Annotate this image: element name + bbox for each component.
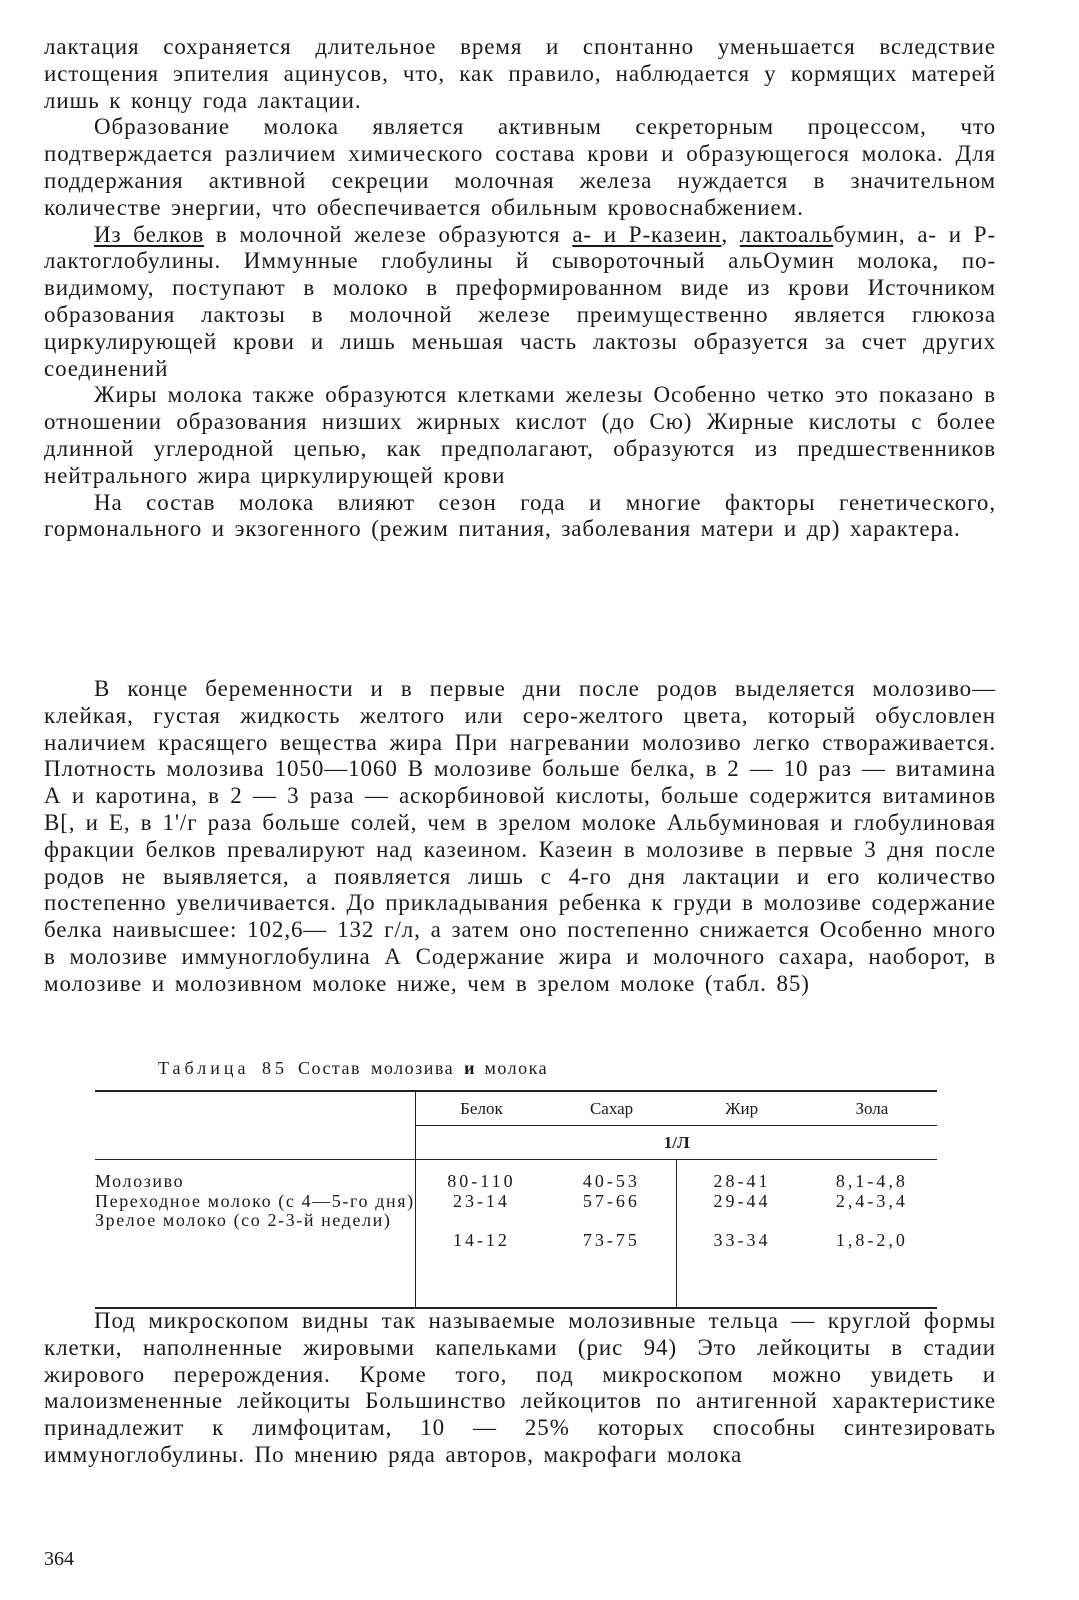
underlined-text: Из белков — [94, 221, 205, 247]
table-caption-and: и — [464, 1058, 475, 1078]
row-label-mature: Зрелое молоко (со 2-3-й недели) — [95, 1210, 392, 1230]
paragraph-text: , — [721, 221, 740, 247]
top-text-block — [44, 34, 996, 543]
table-caption-text: молока — [484, 1058, 549, 1078]
table-body-row — [95, 1160, 937, 1309]
table-unit-row — [95, 1126, 937, 1160]
row-label-colostrum: Молозиво — [95, 1171, 185, 1191]
row-labels-cell — [95, 1160, 416, 1309]
cell-value: 1,8-2,0 — [835, 1229, 908, 1250]
row-gap — [807, 1211, 937, 1231]
cell-value: 2,4-3,4 — [835, 1190, 908, 1211]
row-label-transitional: Переходное молоко (с 4—5-го дня) — [95, 1190, 415, 1211]
header-sugar: Сахар — [547, 1091, 677, 1126]
paragraph-colostrum: В конце беременности и в первые дни после родов выделяется молозиво—клейкая, густая жидкость желтого или серо-желтого цвета, который обусловлен наличием красящего вещества жира При нагревании молозиво легко створаживается. Плотность молозива 1050—1060 В молозиве больше белка, в 2 — 10 раз — витамина А и каротина, в 2 — 3 раза — аскорбиновой кислоты, больше содержится витаминов В[, и Е, в 1'/г раза больше солей, чем в зрелом молоке Альбуминовая и глобулиновая фракции белков превалируют над казеином. Казеин в молозиве в первые 3 дня после родов не выявляется, а появляется лишь с 4-го дня лактации и его количество постепенно увеличивается. До прикладывания ребенка к груди в молозиве содержание белка наивысшее: 102,6— 132 г/л, а затем оно постепенно снижается Особенно много в молозиве иммуноглобулина А Содержание жира и молочного сахара, наоборот, в молозиве и молозивном молоке ниже, чем в зрелом молоке (табл. 85) — [44, 676, 996, 996]
cell-value: 8,1-4,8 — [835, 1171, 908, 1191]
paragraph-proteins — [44, 222, 996, 383]
table-header-row — [95, 1091, 937, 1126]
cell-value: 29-44 — [713, 1190, 771, 1211]
cell-value: 40-53 — [582, 1171, 640, 1191]
header-ash: Зола — [807, 1091, 937, 1126]
cell-value: 28-41 — [713, 1171, 771, 1191]
underlined-text: а- и Р-казеин — [572, 221, 722, 247]
cell-value: 80-110 — [447, 1171, 516, 1191]
column-protein — [416, 1160, 547, 1309]
colostrum-text-block — [44, 676, 996, 998]
cell-value: 23-14 — [452, 1190, 510, 1211]
row-gap — [416, 1211, 546, 1231]
row-gap — [547, 1211, 677, 1231]
bottom-text-block — [44, 1308, 996, 1469]
table-corner-cell — [95, 1091, 416, 1126]
paragraph-lactation: лактация сохраняется длительное время и спонтанно уменьшается вследствие истощения эпителия ацинусов, что, как правило, наблюдается у кормящих матерей лишь к концу года лактации. — [44, 34, 996, 113]
paragraph-microscope: Под микроскопом видны так называемые молозивные тельца — круглой формы клетки, наполненные жировыми капельками (рис 94) Это лейкоциты в стадии жирового перерождения. Кроме того, под микроскопом можно увидеть и малоизмененные лейкоциты Большинство лейкоцитов по антигенной характеристике принадлежит к лимфоцитам, 10 — 25% которых способны синтезировать иммуноглобулины. По мнению ряда авторов, макрофаги молока — [44, 1308, 996, 1467]
table-caption-text: Состав молозива — [297, 1058, 455, 1078]
column-sugar — [547, 1160, 677, 1309]
paragraph-text: в молочной железе образуются — [204, 221, 573, 247]
cell-value: 57-66 — [582, 1190, 640, 1211]
paragraph-fats: Жиры молока также образуются клетками железы Особенно четко это показано в отношении образования низших жирных кислот (до Сю) Жирные кислоты с более длинной углеродной цепью, как предполагают, образуются из предшественников нейтрального жира циркулирующей крови — [44, 382, 996, 488]
cell-value: 33-34 — [713, 1229, 771, 1250]
header-fat: Жир — [677, 1091, 807, 1126]
page-number: 364 — [44, 1548, 74, 1570]
composition-table — [95, 1090, 937, 1309]
table-caption — [158, 1058, 548, 1079]
cell-value: 14-12 — [452, 1229, 510, 1250]
column-ash — [807, 1160, 937, 1309]
table-unit: 1/Л — [416, 1126, 937, 1160]
paragraph-factors: На состав молока влияют сезон года и многие факторы генетического, гормонального и экзогенного (режим питания, заболевания матери и др) характера. — [44, 489, 996, 542]
paragraph-text: бумин, а- и Р-лактоглобулины. Иммунные глобулины й сывороточный альОумин молока, по-видимому, поступают в молоко в преформированном виде из крови Источником образования лактозы в молочной железе преимущественно является глюкоза циркулирующей крови и лишь меньшая часть лактозы образуется за счет других соединений — [44, 221, 997, 381]
header-protein: Белок — [416, 1091, 547, 1126]
underlined-text: лактоаль — [739, 221, 834, 247]
paragraph-milk-formation: Образование молока является активным секреторным процессом, что подтверждается различием химического состава крови и образующегося молока. Для поддержания активной секреции молочная железа нуждается в значительном количестве энергии, что обеспечивается обильным кровоснабжением. — [44, 114, 996, 220]
table-corner-cell — [95, 1126, 416, 1160]
cell-value: 73-75 — [582, 1229, 640, 1250]
row-gap — [677, 1211, 807, 1231]
column-fat — [677, 1160, 807, 1309]
table-caption-label: Таблица 85 — [158, 1058, 288, 1078]
